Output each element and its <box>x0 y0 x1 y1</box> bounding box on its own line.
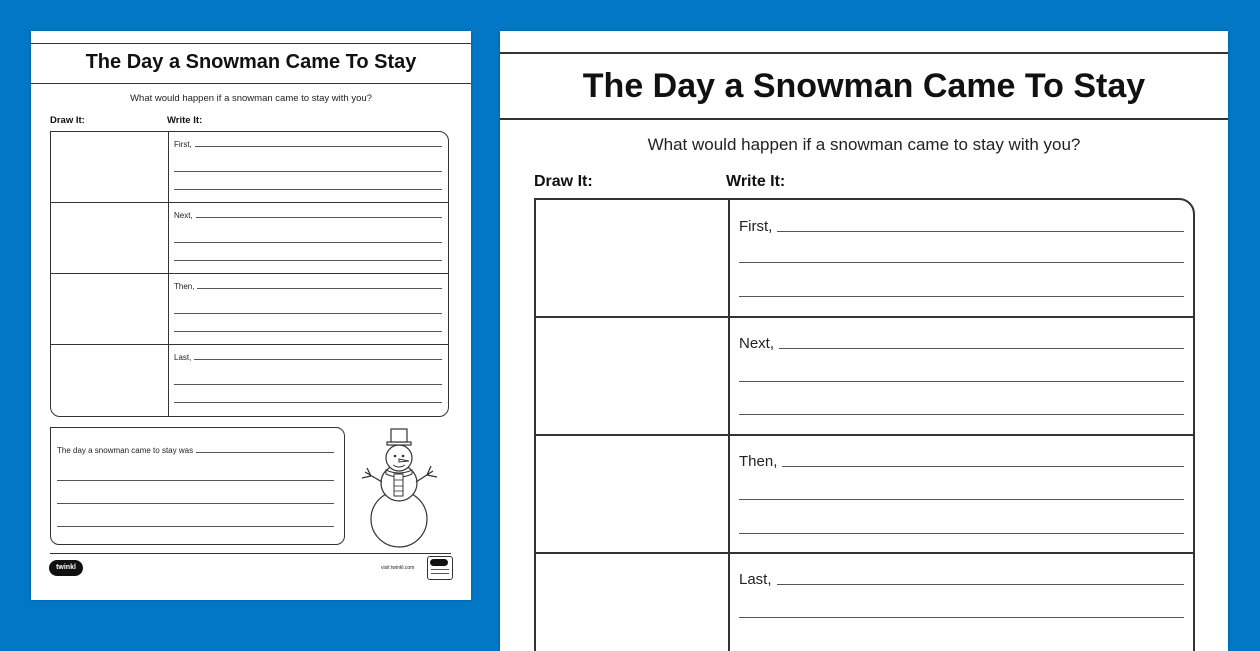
writing-line[interactable] <box>739 617 1184 618</box>
writing-line[interactable] <box>174 171 442 172</box>
summary-prompt: The day a snowman came to stay was <box>57 446 194 455</box>
row-divider <box>51 202 448 203</box>
story-grid <box>50 131 449 417</box>
snowman-illustration <box>351 424 447 548</box>
twinkl-logo[interactable]: twinkl <box>49 560 83 576</box>
writing-line[interactable] <box>739 262 1184 263</box>
writing-line[interactable] <box>174 313 442 314</box>
row-label: Next, <box>174 211 193 220</box>
question-prompt: What would happen if a snowman came to stay with you? <box>647 135 1081 154</box>
row-label: Then, <box>739 453 778 470</box>
page-title: The Day a Snowman Came To Stay <box>582 67 1146 105</box>
write-it-label: Write It: <box>726 173 786 190</box>
column-divider <box>168 132 169 416</box>
row-last[interactable] <box>739 571 1184 588</box>
page-title: The Day a Snowman Came To Stay <box>85 51 417 73</box>
row-first[interactable] <box>174 140 442 149</box>
writing-line[interactable] <box>57 526 334 527</box>
row-divider <box>536 552 1193 554</box>
writing-line[interactable] <box>739 296 1184 297</box>
writing-line[interactable] <box>739 381 1184 382</box>
summary-prompt-row[interactable] <box>57 446 334 455</box>
question-prompt: What would happen if a snowman came to stay with you? <box>130 93 372 104</box>
quality-badge-icon <box>427 556 453 580</box>
row-then[interactable] <box>739 453 1184 470</box>
row-then[interactable] <box>174 282 442 291</box>
story-grid <box>534 198 1195 651</box>
writing-line[interactable] <box>57 503 334 504</box>
worksheet-zoomed <box>500 31 1228 651</box>
writing-line[interactable] <box>739 414 1184 415</box>
writing-line[interactable] <box>174 189 442 190</box>
writing-line[interactable] <box>174 384 442 385</box>
writing-line[interactable] <box>174 331 442 332</box>
writing-line[interactable] <box>174 242 442 243</box>
draw-it-label: Draw It: <box>534 173 593 190</box>
row-label: Last, <box>739 571 772 588</box>
column-divider <box>728 200 730 651</box>
visit-link[interactable]: visit twinkl.com <box>381 565 415 571</box>
writing-line[interactable] <box>739 499 1184 500</box>
row-divider <box>536 434 1193 436</box>
worksheet-preview-small <box>31 31 471 600</box>
row-divider <box>51 344 448 345</box>
row-next[interactable] <box>739 335 1184 352</box>
writing-line[interactable] <box>174 260 442 261</box>
row-divider <box>536 316 1193 318</box>
title-rule <box>31 83 471 84</box>
footer-rule <box>50 553 451 554</box>
row-divider <box>51 273 448 274</box>
writing-line[interactable] <box>174 402 442 403</box>
row-label: First, <box>174 140 192 149</box>
title-rule <box>500 118 1228 120</box>
draw-it-label: Draw It: <box>50 115 85 126</box>
row-label: Last, <box>174 353 192 362</box>
write-it-label: Write It: <box>167 115 203 126</box>
row-label: First, <box>739 218 773 235</box>
writing-line[interactable] <box>739 533 1184 534</box>
row-label: Next, <box>739 335 775 352</box>
row-last[interactable] <box>174 353 442 362</box>
writing-line[interactable] <box>57 480 334 481</box>
top-rule <box>500 52 1228 54</box>
row-label: Then, <box>174 282 195 291</box>
summary-box <box>50 427 345 545</box>
row-next[interactable] <box>174 211 442 220</box>
top-rule <box>31 43 471 44</box>
row-first[interactable] <box>739 218 1184 235</box>
